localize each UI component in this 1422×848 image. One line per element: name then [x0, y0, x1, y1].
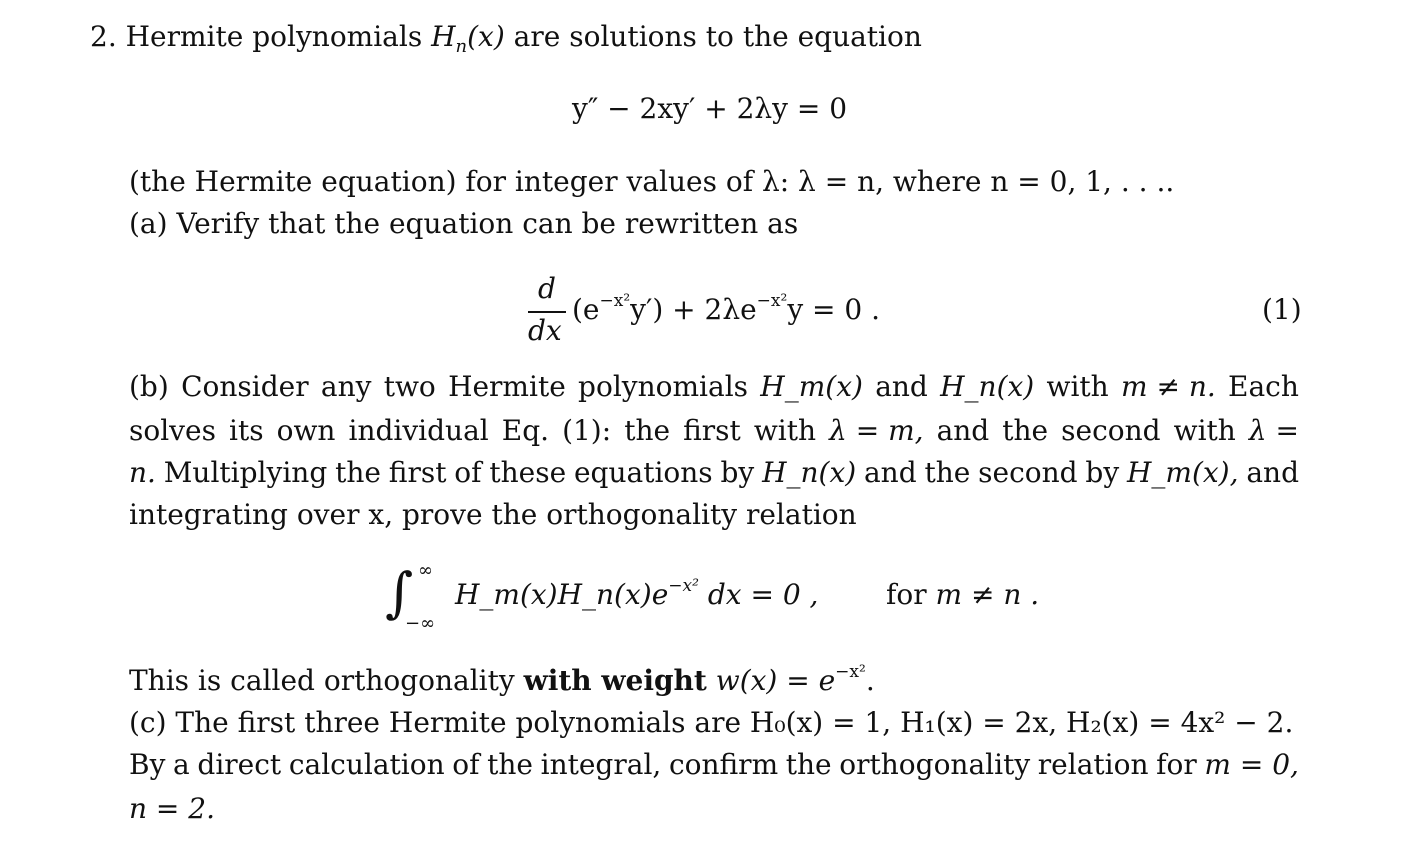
- hermite-equation: y″ − 2xy′ + 2λy = 0: [572, 92, 848, 125]
- context-line: (the Hermite equation) for integer values of λ: λ = n, where n = 0, 1, . . ..: [129, 165, 1175, 198]
- part-b-line-1: (b) Consider any two Hermite polynomials H_m(x) and H_n(x) with m ≠ n. Each: [129, 370, 1299, 403]
- integral-upper-limit: ∞: [418, 560, 433, 581]
- weight-line: This is called orthogonality with weight $w(x) = e^{-x^2}$.: [129, 662, 875, 697]
- part-b-line-3: n. Multiplying the first of these equations by H_n(x) and the second by H_m(x), and: [129, 456, 1299, 489]
- part-b-line-4: integrating over x, prove the orthogonality relation: [129, 498, 857, 531]
- equation-1-label: (1): [1262, 293, 1302, 326]
- orthogonality-condition: for m ≠ n .: [886, 578, 1040, 611]
- part-b-line-2: solves its own individual Eq. (1): the first with λ = m, and the second with λ =: [129, 414, 1299, 447]
- integral-sign: ∫: [385, 561, 414, 624]
- fraction-numerator: d: [538, 272, 556, 305]
- problem-header: 2. Hermite polynomials $H_n(x)$ are solutions to the equation: [90, 20, 922, 57]
- part-c-line-1: (c) The first three Hermite polynomials are H₀(x) = 1, H₁(x) = 2x, H₂(x) = 4x² − 2.: [129, 706, 1294, 739]
- part-c-line-2: By a direct calculation of the integral, confirm the orthogonality relation for m = 0,: [129, 748, 1299, 781]
- integrand: $H\_m(x)H\_n(x)e^{-x^2}$ dx = 0 ,: [455, 576, 819, 611]
- fraction-denominator: dx: [528, 314, 562, 347]
- fraction-bar: [528, 311, 566, 313]
- problem-number: 2.: [90, 20, 117, 53]
- integral-lower-limit: −∞: [405, 613, 436, 634]
- equation-1-body: $(e^{-x^2}y') + 2\lambda e^{-x^2}y = 0$ .: [572, 291, 881, 326]
- part-c-line-3: n = 2.: [129, 792, 216, 825]
- part-a-text: (a) Verify that the equation can be rewritten as: [129, 207, 799, 240]
